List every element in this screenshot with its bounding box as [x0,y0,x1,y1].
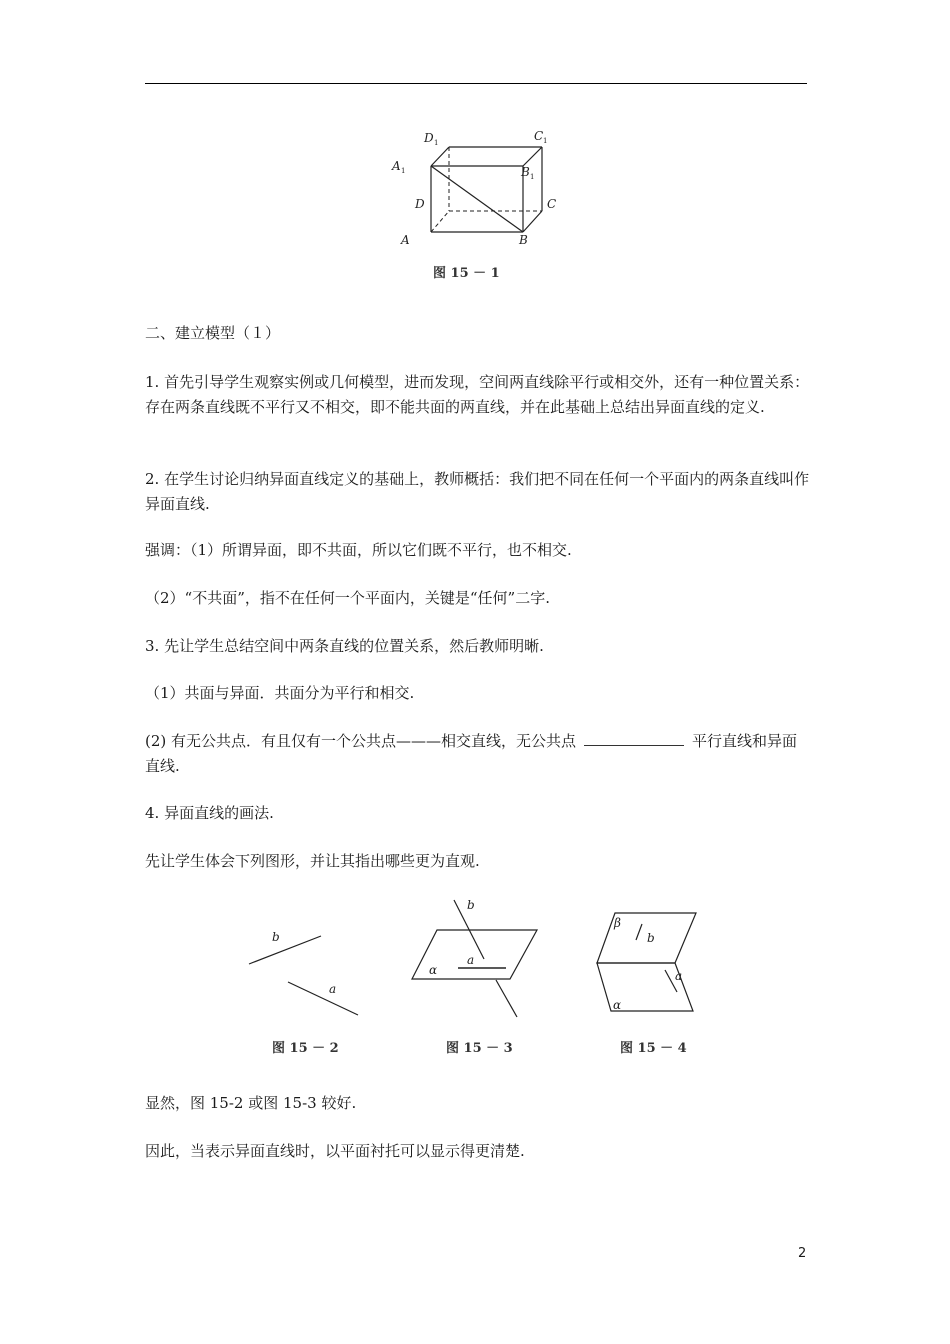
label-a1-sub: 1 [401,167,406,175]
fig3-label-alpha: α [429,963,438,977]
fill-in-blank [584,731,684,746]
paragraph-11: 因此，当表示异面直线时，以平面衬托可以显示得更清楚. [145,1142,525,1160]
paragraph-6: （1）共面与异面．共面分为平行和相交. [145,684,415,702]
paragraph-4: （2）“不共面”，指不在任何一个平面内，关键是“任何”二字. [145,589,550,607]
fig4-label-b: b [647,931,655,945]
paragraph-9: 先让学生体会下列图形，并让其指出哪些更为直观. [145,852,480,870]
figure-caption: 图 15 － 1 [433,266,500,281]
figure-15-1 [380,120,580,285]
fig2-label-b: b [272,930,280,944]
label-d1-sub: 1 [434,139,439,147]
paragraph-7-start: (2) 有无公共点．有且仅有一个公共点———相交直线，无公共点 [145,732,577,750]
label-d1: D [424,131,434,145]
fig3-label-a: a [467,953,475,967]
fig2-caption: 图 15 － 2 [272,1041,339,1056]
fig3-label-b: b [467,898,475,912]
figures-15-2-to-15-4 [230,890,730,1070]
label-c1: C [534,129,544,143]
fig3-caption: 图 15 － 3 [446,1041,513,1056]
header-rule [145,83,807,84]
label-a1: A [392,159,401,173]
label-b1: B [521,165,530,179]
label-a: A [401,233,410,247]
paragraph-7-end: 平行直线和异面直线. [145,732,798,775]
label-b1-sub: 1 [530,173,535,181]
label-c1-sub: 1 [543,137,548,145]
label-b: B [519,233,528,247]
fig2-label-a: a [329,982,337,996]
paragraph-7 [145,729,810,779]
paragraph-10: 显然，图 15-2 或图 15-3 较好. [145,1094,357,1112]
paragraph-8: 4. 异面直线的画法. [145,804,274,822]
paragraph-2: 2. 在学生讨论归纳异面直线定义的基础上，教师概括：我们把不同在任何一个平面内的两条直线叫作异面直线. [145,470,810,513]
paragraph-1: 1. 首先引导学生观察实例或几何模型，进而发现，空间两直线除平行或相交外，还有一种位置关系：存在两条直线既不平行又不相交，即不能共面的两直线，并在此基础上总结出异面直线的定义. [145,373,810,416]
label-d: D [415,197,425,211]
section-heading: 二、建立模型（１） [145,324,281,342]
fig4-label-a: a [675,969,683,983]
paragraph-3: 强调：（1）所谓异面，即不共面，所以它们既不平行，也不相交. [145,541,572,559]
fig4-label-beta: β [614,916,621,930]
fig4-caption: 图 15 － 4 [620,1041,687,1056]
fig4-label-alpha: α [613,998,622,1012]
label-c: C [547,197,557,211]
paragraph-5: 3. 先让学生总结空间中两条直线的位置关系，然后教师明晰. [145,637,544,655]
page-number: 2 [798,1246,807,1261]
